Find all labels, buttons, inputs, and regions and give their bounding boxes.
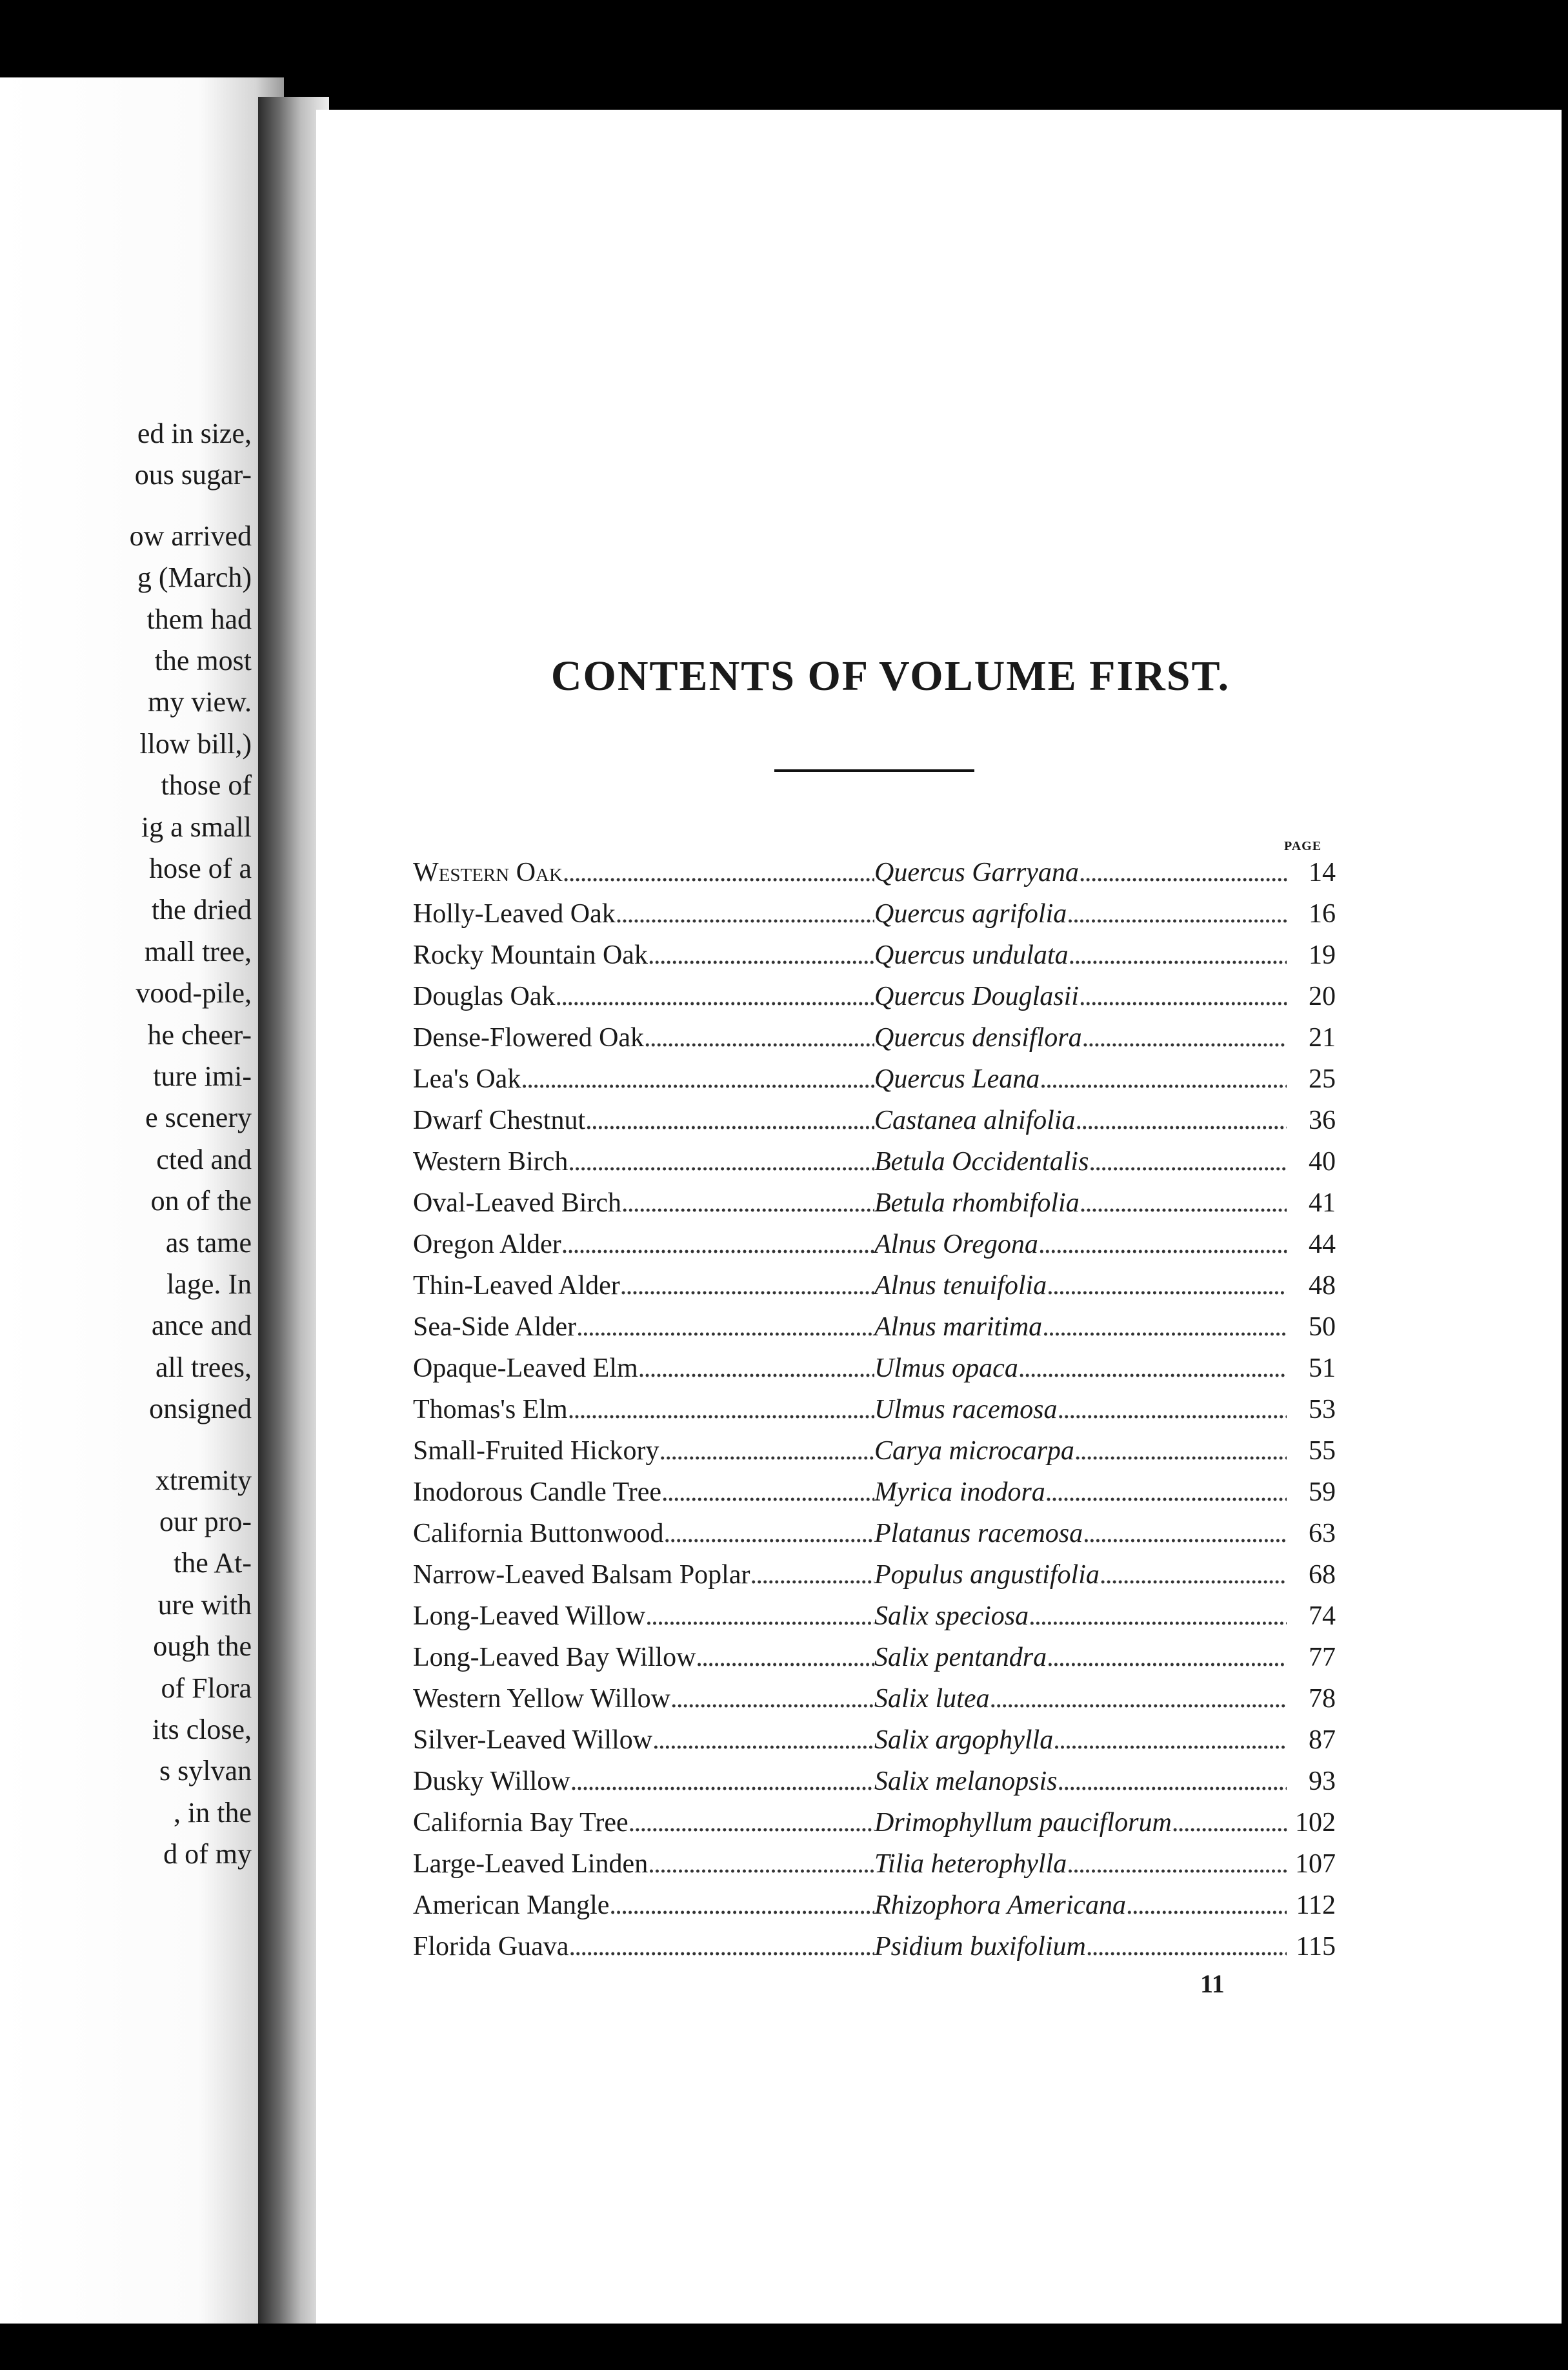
left-page-text-line: cted and (156, 1143, 252, 1175)
dot-leader (561, 1224, 874, 1265)
page-reference: 51 (1309, 1353, 1336, 1383)
common-name: Rocky Mountain Oak (413, 940, 648, 970)
dot-leader (1089, 1141, 1287, 1182)
common-name: Western Oak (413, 858, 563, 887)
left-page-text-line: the At- (174, 1547, 252, 1579)
page-reference: 74 (1309, 1601, 1336, 1631)
page-reference: 102 (1295, 1808, 1336, 1838)
dot-leader (1086, 1926, 1287, 1967)
left-page-text-line: llow bill,) (139, 727, 252, 760)
dot-leader (1079, 852, 1287, 893)
left-page-text-line: them had (146, 603, 252, 635)
dot-leader (1074, 1430, 1287, 1472)
left-page-text-line: ed in size, (137, 418, 252, 449)
common-name: Oval-Leaved Birch (413, 1188, 622, 1218)
dot-leader (568, 1926, 874, 1967)
left-page-text-line: the most (154, 645, 252, 676)
page-reference: 41 (1309, 1188, 1336, 1218)
contents-entry (413, 1802, 1336, 1843)
left-page-text-line: ig a small (141, 811, 252, 843)
latin-name: Ulmus racemosa (874, 1395, 1058, 1424)
latin-name: Betula rhombifolia (874, 1188, 1080, 1218)
left-page-text-line: vood-pile, (136, 977, 252, 1009)
contents-entry (413, 1761, 1336, 1802)
page-reference: 78 (1309, 1684, 1336, 1714)
left-page-text-line: the dried (151, 894, 252, 926)
page-reference: 77 (1309, 1643, 1336, 1672)
contents-entry (413, 1843, 1336, 1885)
contents-entry (413, 1430, 1336, 1472)
page-reference: 112 (1296, 1890, 1336, 1920)
left-page-text-line: ance and (151, 1310, 252, 1342)
contents-entry (413, 1348, 1336, 1389)
latin-name: Quercus agrifolia (874, 899, 1067, 929)
dot-leader (670, 1678, 874, 1719)
dot-leader (645, 1595, 874, 1637)
page-reference: 44 (1309, 1230, 1336, 1259)
dot-leader (609, 1885, 874, 1926)
latin-name: Salix pentandra (874, 1643, 1047, 1672)
latin-name: Quercus Garryana (874, 858, 1079, 887)
contents-entry (413, 935, 1336, 976)
page-reference: 87 (1309, 1725, 1336, 1755)
dot-leader (585, 1100, 874, 1141)
common-name: Opaque-Leaved Elm (413, 1353, 638, 1383)
left-page-text-line: as tame (165, 1226, 252, 1259)
contents-entry (413, 1554, 1336, 1595)
dot-leader (1057, 1389, 1287, 1430)
dot-leader (555, 976, 874, 1017)
dot-leader (644, 1017, 874, 1058)
page-reference: 36 (1309, 1106, 1336, 1135)
page-reference: 25 (1309, 1064, 1336, 1094)
left-page-text-line: those of (161, 769, 252, 802)
dot-leader (1082, 1017, 1287, 1058)
page-reference: 48 (1309, 1271, 1336, 1301)
dot-leader (1172, 1802, 1287, 1843)
common-name: Long-Leaved Willow (413, 1601, 646, 1631)
dot-leader (1079, 976, 1287, 1017)
common-name: Sea-Side Alder (413, 1312, 577, 1342)
common-name: Narrow-Leaved Balsam Poplar (413, 1560, 750, 1590)
common-name: Western Yellow Willow (413, 1684, 670, 1714)
left-page-text-line: xtremity (155, 1464, 252, 1496)
common-name: Thomas's Elm (413, 1395, 568, 1424)
dot-leader (750, 1554, 874, 1595)
dot-leader (659, 1430, 874, 1472)
left-page-text-line: all trees, (155, 1351, 252, 1383)
page-reference: 50 (1309, 1312, 1336, 1342)
left-page-text-line: on of the (150, 1185, 252, 1217)
page-reference: 59 (1309, 1477, 1336, 1507)
left-page-text-line: ure with (157, 1588, 252, 1621)
common-name: American Mangle (413, 1890, 610, 1920)
latin-name: Carya microcarpa (874, 1436, 1074, 1466)
page-reference: 40 (1309, 1147, 1336, 1177)
page-reference: 55 (1309, 1436, 1336, 1466)
latin-name: Quercus Douglasii (874, 982, 1079, 1011)
dot-leader (1047, 1637, 1287, 1678)
dot-leader (989, 1678, 1287, 1719)
dot-leader (568, 1389, 874, 1430)
dot-leader (648, 1843, 874, 1885)
dot-leader (616, 893, 874, 935)
contents-entry (413, 1719, 1336, 1761)
left-page-text-line: my view. (148, 686, 252, 718)
contents-entry (413, 1224, 1336, 1265)
dot-leader (648, 935, 874, 976)
latin-name: Quercus Leana (874, 1064, 1040, 1094)
left-page-text-line: g (March) (137, 562, 252, 594)
latin-name: Salix speciosa (874, 1601, 1029, 1631)
contents-entry (413, 1637, 1336, 1678)
dot-leader (1047, 1265, 1287, 1306)
dot-leader (1053, 1719, 1287, 1761)
common-name: Silver-Leaved Willow (413, 1725, 653, 1755)
contents-list (413, 852, 1336, 1967)
latin-name: Platanus racemosa (874, 1519, 1083, 1548)
dot-leader (1067, 1843, 1287, 1885)
left-page-text-line: he cheer- (147, 1018, 252, 1051)
common-name: Western Birch (413, 1147, 568, 1177)
latin-name: Betula Occidentalis (874, 1147, 1089, 1177)
dot-leader (1040, 1058, 1287, 1100)
left-page-text-line: our pro- (159, 1506, 252, 1537)
contents-entry (413, 1100, 1336, 1141)
common-name: Small-Fruited Hickory (413, 1436, 659, 1466)
common-name: Dwarf Chestnut (413, 1106, 586, 1135)
latin-name: Alnus Oregona (874, 1230, 1038, 1259)
page-column-header: PAGE (1284, 839, 1322, 853)
left-page-text-line: ough the (153, 1630, 252, 1663)
page-reference: 19 (1309, 940, 1336, 970)
common-name: Holly-Leaved Oak (413, 899, 616, 929)
contents-entry (413, 1885, 1336, 1926)
dot-leader (628, 1802, 874, 1843)
common-name: Long-Leaved Bay Willow (413, 1643, 696, 1672)
common-name: California Bay Tree (413, 1808, 628, 1838)
dot-leader (1126, 1885, 1287, 1926)
dot-leader (1057, 1761, 1287, 1802)
latin-name: Psidium buxifolium (874, 1932, 1086, 1961)
contents-entry (413, 1472, 1336, 1513)
dot-leader (521, 1058, 874, 1100)
common-name: Dusky Willow (413, 1767, 570, 1796)
latin-name: Tilia heterophylla (874, 1849, 1067, 1879)
dot-leader (576, 1306, 874, 1348)
latin-name: Drimophyllum pauciflorum (874, 1808, 1172, 1838)
latin-name: Salix melanopsis (874, 1767, 1058, 1796)
dot-leader (1100, 1554, 1287, 1595)
left-page-text-line: of Flora (161, 1672, 252, 1704)
page-reference: 107 (1295, 1849, 1336, 1879)
contents-entry (413, 1389, 1336, 1430)
latin-name: Quercus undulata (874, 940, 1069, 970)
left-page-text-line: d of my (163, 1838, 252, 1870)
contents-entry (413, 1182, 1336, 1224)
dot-leader (570, 1761, 874, 1802)
left-page-text-line: onsigned (149, 1393, 252, 1425)
latin-name: Rhizophora Americana (874, 1890, 1127, 1920)
contents-entry (413, 1306, 1336, 1348)
contents-entry (413, 1678, 1336, 1719)
page-reference: 21 (1309, 1023, 1336, 1053)
contents-entry (413, 1595, 1336, 1637)
common-name: Large-Leaved Linden (413, 1849, 648, 1879)
latin-name: Myrica inodora (874, 1477, 1045, 1507)
dot-leader (661, 1472, 874, 1513)
page-reference: 14 (1309, 858, 1336, 887)
common-name: Douglas Oak (413, 982, 556, 1011)
dot-leader (1029, 1595, 1287, 1637)
dot-leader (620, 1265, 874, 1306)
dot-leader (568, 1141, 874, 1182)
page-reference: 93 (1309, 1767, 1336, 1796)
left-page-text-line: lage. In (166, 1268, 252, 1300)
dot-leader (1042, 1306, 1287, 1348)
latin-name: Ulmus opaca (874, 1353, 1018, 1383)
dot-leader (1069, 935, 1287, 976)
contents-entry (413, 1017, 1336, 1058)
page-reference: 115 (1296, 1932, 1336, 1961)
dot-leader (696, 1637, 874, 1678)
contents-entry (413, 1265, 1336, 1306)
dot-leader (1083, 1513, 1287, 1554)
dot-leader (1018, 1348, 1287, 1389)
latin-name: Alnus tenuifolia (874, 1271, 1047, 1301)
contents-entry (413, 893, 1336, 935)
common-name: Oregon Alder (413, 1230, 561, 1259)
latin-name: Castanea alnifolia (874, 1106, 1076, 1135)
dot-leader (638, 1348, 874, 1389)
page-reference: 20 (1309, 982, 1336, 1011)
dot-leader (1080, 1182, 1287, 1224)
dot-leader (1067, 893, 1287, 935)
common-name: Inodorous Candle Tree (413, 1477, 661, 1507)
left-page-text-line: its close, (152, 1714, 252, 1745)
dot-leader (1045, 1472, 1287, 1513)
common-name: Dense-Flowered Oak (413, 1023, 645, 1053)
left-page-text-line: , in the (174, 1796, 252, 1828)
contents-page (316, 110, 1562, 2324)
page-title: CONTENTS OF VOLUME FIRST. (550, 653, 1231, 700)
left-page-text-line: ture imi- (153, 1060, 252, 1092)
contents-entry (413, 1141, 1336, 1182)
page-reference: 63 (1309, 1519, 1336, 1548)
latin-name: Quercus densiflora (874, 1023, 1082, 1053)
left-page-text-line: hose of a (149, 853, 252, 884)
common-name: California Buttonwood (413, 1519, 664, 1548)
left-facing-page (0, 77, 284, 2324)
left-page-text-line: s sylvan (159, 1755, 252, 1787)
contents-entry (413, 976, 1336, 1017)
latin-name: Salix argophylla (874, 1725, 1054, 1755)
dot-leader (621, 1182, 874, 1224)
latin-name: Alnus maritima (874, 1312, 1043, 1342)
folio-number: 11 (1200, 1969, 1225, 1998)
common-name: Lea's Oak (413, 1064, 521, 1094)
dot-leader (663, 1513, 874, 1554)
left-page-text-line: ous sugar- (134, 459, 252, 491)
left-page-text-line: ow arrived (129, 520, 252, 552)
latin-name: Salix lutea (874, 1684, 990, 1714)
title-rule (774, 769, 974, 772)
common-name: Florida Guava (413, 1932, 569, 1961)
page-reference: 53 (1309, 1395, 1336, 1424)
common-name: Thin-Leaved Alder (413, 1271, 620, 1301)
dot-leader (1038, 1224, 1287, 1265)
dot-leader (652, 1719, 874, 1761)
contents-entry (413, 1513, 1336, 1554)
latin-name: Populus angustifolia (874, 1560, 1100, 1590)
contents-entry (413, 1058, 1336, 1100)
contents-entry (413, 852, 1336, 893)
left-page-text-line: mall tree, (144, 935, 252, 967)
left-page-text-line: e scenery (145, 1102, 252, 1134)
page-reference: 16 (1309, 899, 1336, 929)
page-reference: 68 (1309, 1560, 1336, 1590)
contents-entry (413, 1926, 1336, 1967)
dot-leader (1076, 1100, 1287, 1141)
dot-leader (563, 852, 874, 893)
